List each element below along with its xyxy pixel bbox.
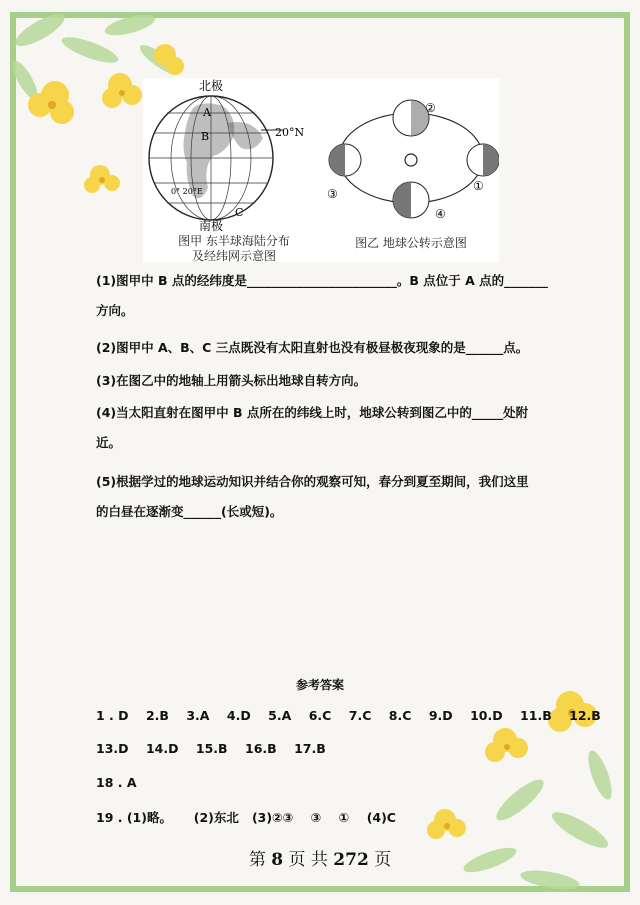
answer-row-1: 1 . D 2.B 3.A 4.D 5.A 6.C 7.C 8.C 9.D 10.D 11.B 12.B <box>96 708 601 723</box>
answer-row-3: 18 . A <box>96 775 137 790</box>
answers-title: 参考答案 <box>295 678 344 692</box>
page-number: 第 8 页 共 272 页 <box>248 850 392 870</box>
south-pole-label: 南极 <box>199 219 224 233</box>
point-b-label: B <box>201 130 210 143</box>
question-5: (5)根据学过的地球运动知识并结合你的观察可知，春分到夏至期间，我们这里 的白昼在逐渐变______(长或短)。 <box>96 474 529 519</box>
orbit-label-3: ③ <box>327 187 338 201</box>
figure-panel <box>143 78 499 262</box>
answer-row-2: 13.D 14.D 15.B 16.B 17.B <box>96 741 326 756</box>
question-4: (4)当太阳直射在图甲中 B 点所在的纬线上时，地球公转到图乙中的_____处附 近。 <box>96 405 529 450</box>
answer-row-4: 19 . (1)略。 (2)东北 (3)②③ ③ ① (4)C <box>96 810 396 825</box>
orbit-label-4: ④ <box>435 207 446 221</box>
orbit-diagram <box>323 78 499 228</box>
caption-figure-b: 图乙 地球公转示意图 <box>355 236 467 250</box>
latitude-label: 20°N <box>275 126 305 139</box>
longitude-label: 0° 20°E <box>171 187 203 196</box>
globe-map <box>143 78 323 238</box>
question-1: (1)图甲中 B 点的经纬度是________________________。B 点位于 A 点的_______ 方向。 <box>96 273 548 318</box>
point-a-label: A <box>203 106 211 119</box>
question-2: (2)图甲中 A、B、C 三点既没有太阳直射也没有极昼极夜现象的是______点。 <box>96 340 529 355</box>
north-pole-label: 北极 <box>199 79 224 93</box>
svg-text:②: ② <box>425 101 436 115</box>
orbit-label-1: ① <box>473 179 484 193</box>
question-3: (3)在图乙中的地轴上用箭头标出地球自转方向。 <box>96 373 367 388</box>
caption-figure-a: 图甲 东半球海陆分布 及经纬网示意图 <box>178 234 290 263</box>
point-c-label: C <box>235 206 244 219</box>
